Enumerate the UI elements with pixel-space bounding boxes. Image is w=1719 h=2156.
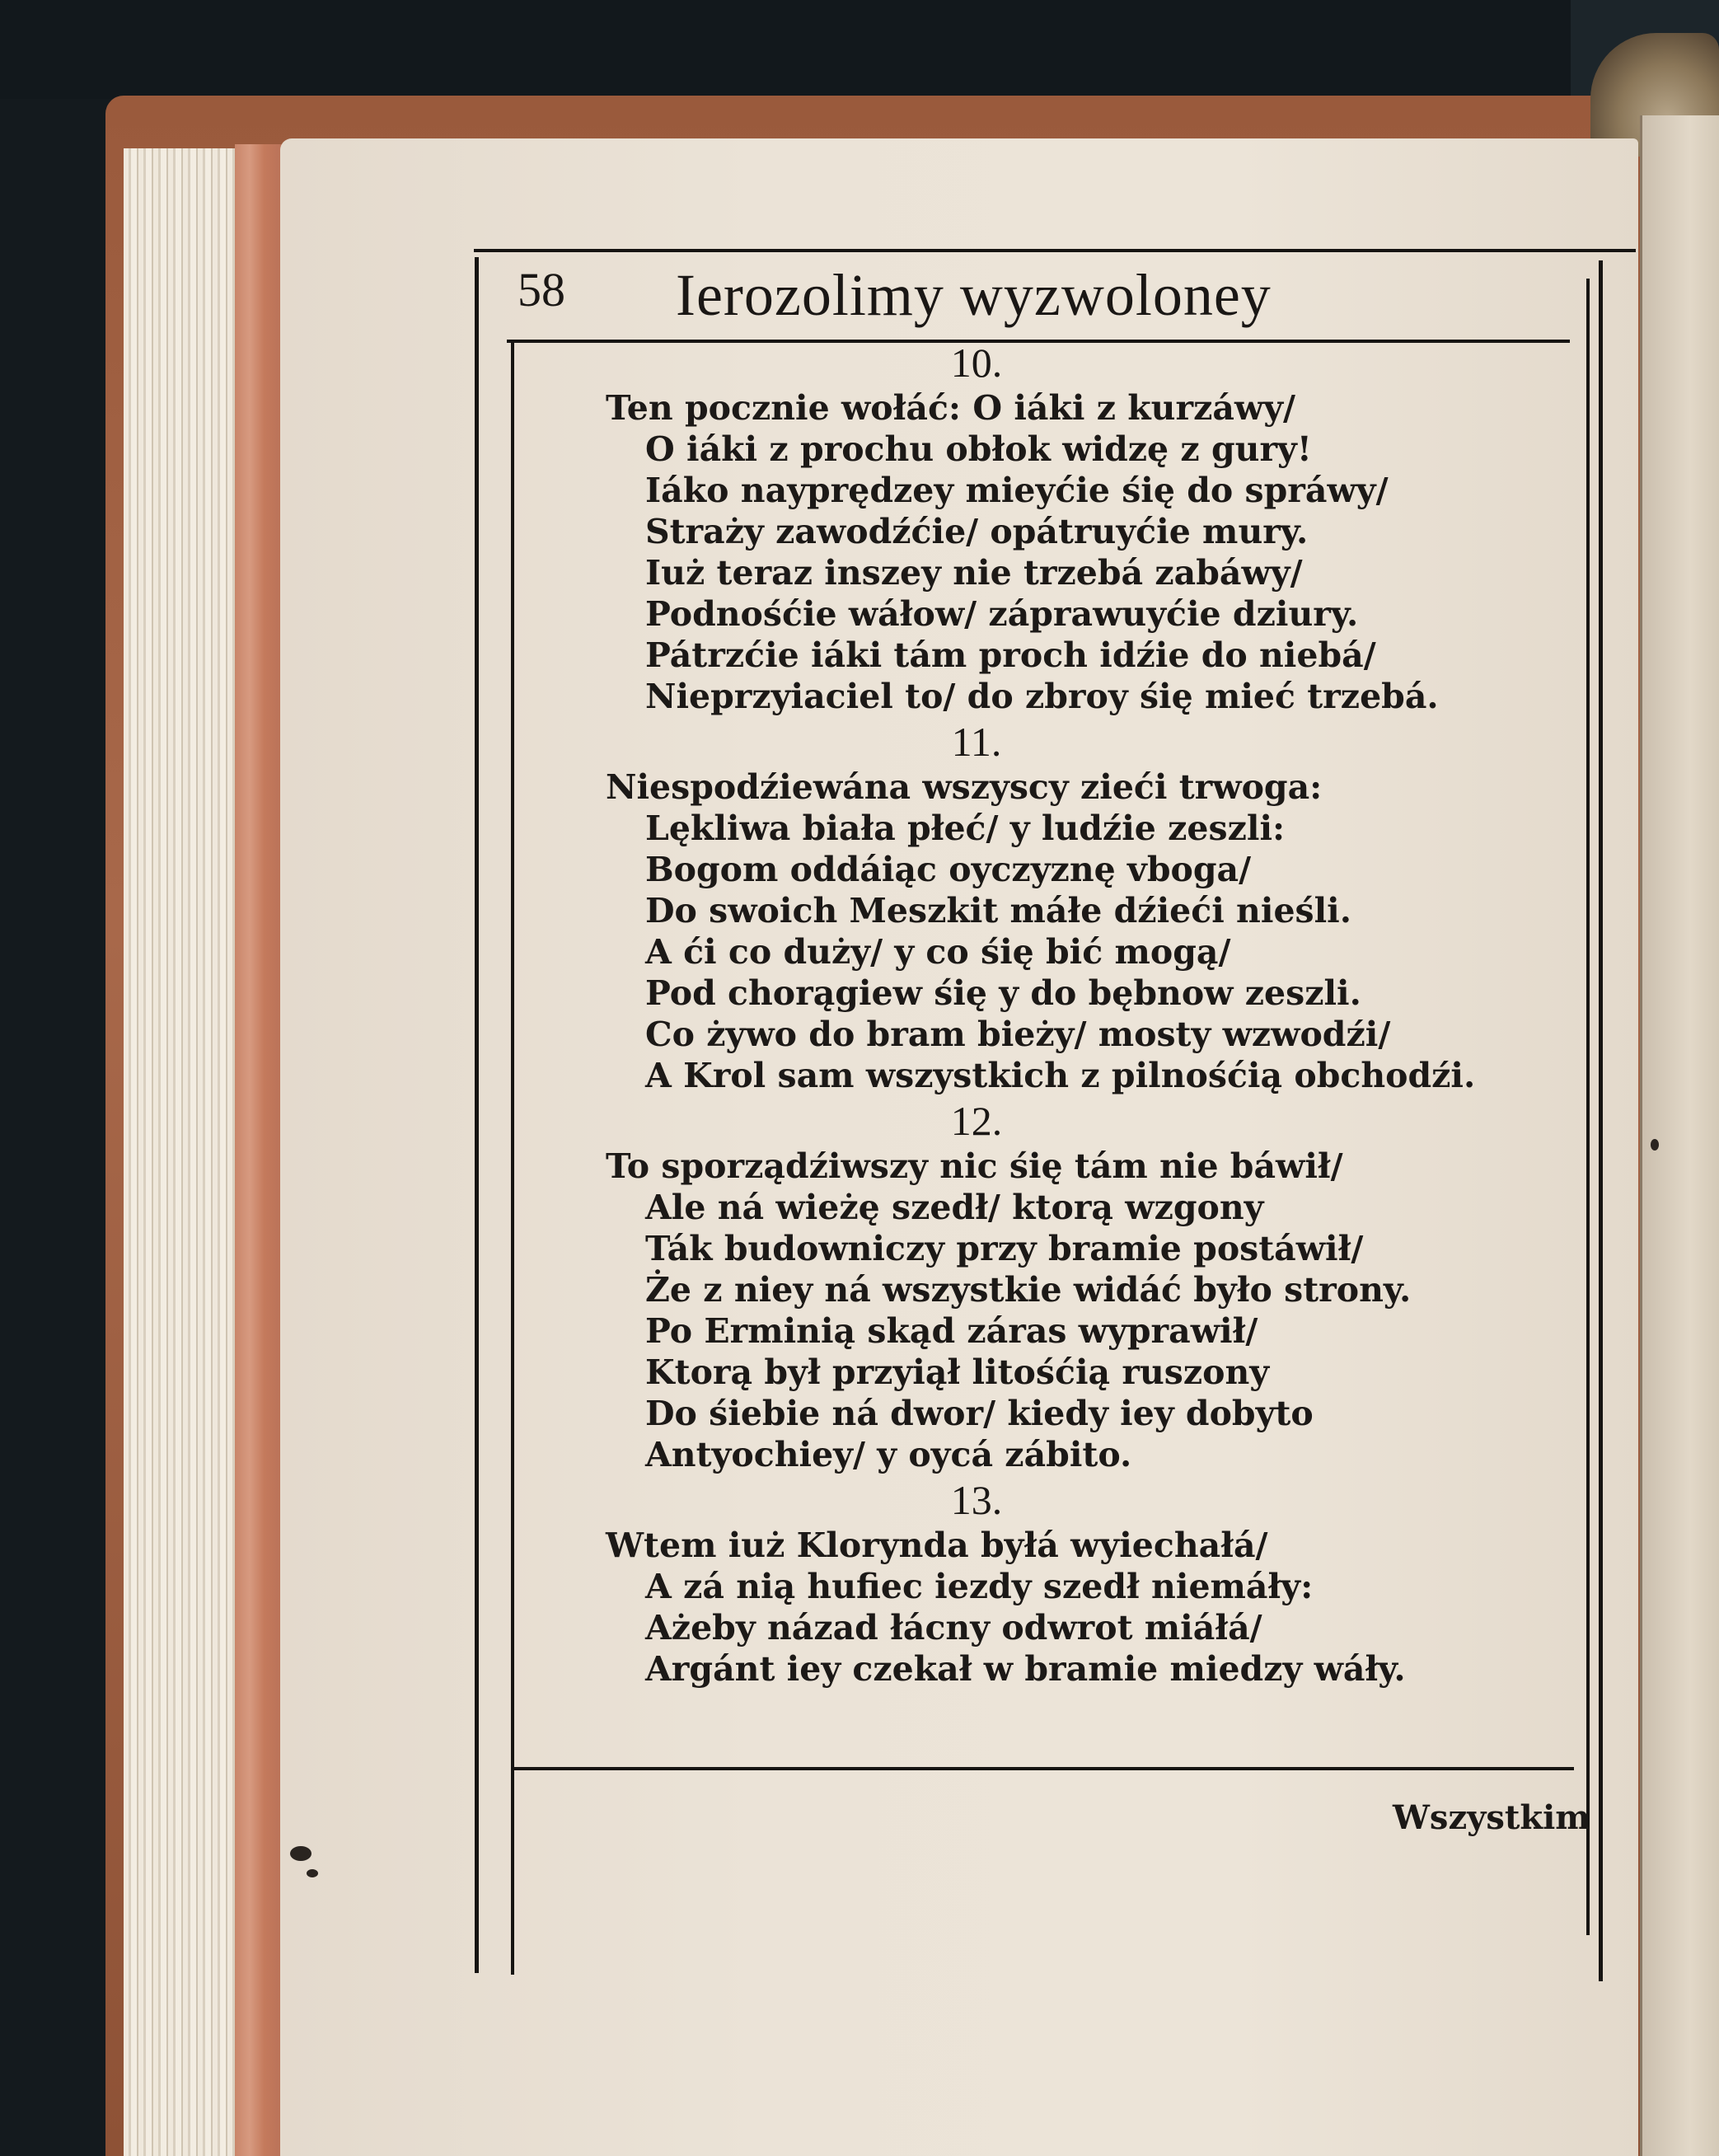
verse-line: Podnośćie wáłow/ záprawuyćie dziury. xyxy=(645,594,1359,634)
top-rule xyxy=(474,249,1636,252)
verse-line: Co żywo do bram bieży/ mosty wzwodźi/ xyxy=(645,1015,1391,1054)
ink-stain xyxy=(307,1869,318,1877)
page-number: 58 xyxy=(518,263,565,316)
verse-line: Bogom oddáiąc oyczyznę vboga/ xyxy=(645,850,1252,889)
running-head: Ierozolimy wyzwoloney xyxy=(676,262,1272,328)
frame-left-outer xyxy=(475,257,479,1973)
stanza-number: 11. xyxy=(951,719,1002,765)
verse-line: Do śiebie ná dwor/ kiedy iey dobyto xyxy=(645,1394,1314,1433)
verse-line: Do swoich Meszkit máłe dźieći nieśli. xyxy=(645,891,1352,930)
stanza xyxy=(606,1096,1595,1475)
verse-line: Ktorą był przyiął litośćią ruszony xyxy=(645,1352,1270,1392)
verse-line: A Krol sam wszystkich z pilnośćią obchodźi. xyxy=(645,1056,1476,1095)
verse-text xyxy=(606,338,1595,1690)
frame-right-outer xyxy=(1599,260,1603,1981)
verse-line: Ale ná wieżę szedł/ ktorą wzgony xyxy=(645,1188,1264,1227)
verse-line: Nieprzyiaciel to/ do zbroy śię mieć trzebá. xyxy=(645,677,1439,716)
background-top xyxy=(0,0,1719,99)
ink-stain xyxy=(290,1846,311,1861)
verse-line: Że z niey ná wszystkie widáć było strony. xyxy=(645,1270,1412,1310)
verse-line: Pátrzćie iáki tám proch idźie do niebá/ xyxy=(645,635,1376,675)
verse-line: Wtem iuż Klorynda byłá wyiechałá/ xyxy=(606,1526,1268,1565)
verse-line: Antyochiey/ y oycá zábito. xyxy=(645,1435,1132,1474)
catchword: Wszystkim xyxy=(1393,1798,1590,1837)
verse-line: Po Erminią skąd záras wyprawił/ xyxy=(645,1311,1258,1351)
stanza xyxy=(606,1475,1595,1690)
stanza-number: 13. xyxy=(950,1477,1003,1523)
stanza-number: 10. xyxy=(950,340,1003,386)
verse-line: Ażeby názad łácny odwrot miáłá/ xyxy=(645,1608,1262,1647)
facing-page-edge xyxy=(1640,115,1719,2156)
verse-line: Niespodźiewána wszyscy zieći trwoga: xyxy=(606,767,1323,807)
verse-line: A ći co duży/ y co śię bić mogą/ xyxy=(645,932,1231,972)
verse-line: Ták budowniczy przy bramie postáwił/ xyxy=(645,1229,1364,1268)
bottom-rule xyxy=(511,1767,1574,1770)
verse-line: To sporządźiwszy nic śię tám nie báwił/ xyxy=(606,1146,1343,1186)
stanza xyxy=(606,717,1595,1096)
frame-left-inner xyxy=(511,343,514,1975)
verse-line: Lękliwa biała płeć/ y ludźie zeszli: xyxy=(645,808,1286,848)
verse-line: Straży zawodźćie/ opátruyćie mury. xyxy=(645,512,1309,551)
verse-line: Argánt iey czekał w bramie miedzy wáły. xyxy=(645,1649,1406,1689)
red-page-edge xyxy=(235,144,284,2156)
verse-line: Iuż teraz inszey nie trzebá zabáwy/ xyxy=(645,553,1303,593)
stanza-number: 12. xyxy=(950,1098,1003,1144)
ink-stain xyxy=(1651,1139,1659,1151)
verse-line: Pod chorągiew śię y do bębnow zeszli. xyxy=(645,973,1361,1013)
verse-line: Iáko nayprędzey mieyćie śię do spráwy/ xyxy=(645,471,1389,510)
verse-line: A zá nią hufiec iezdy szedł niemáły: xyxy=(645,1567,1314,1606)
verse-line: O iáki z prochu obłok widzę z gury! xyxy=(645,429,1312,469)
verse-line: Ten pocznie wołáć: O iáki z kurzáwy/ xyxy=(606,388,1296,428)
stanza xyxy=(606,338,1595,717)
